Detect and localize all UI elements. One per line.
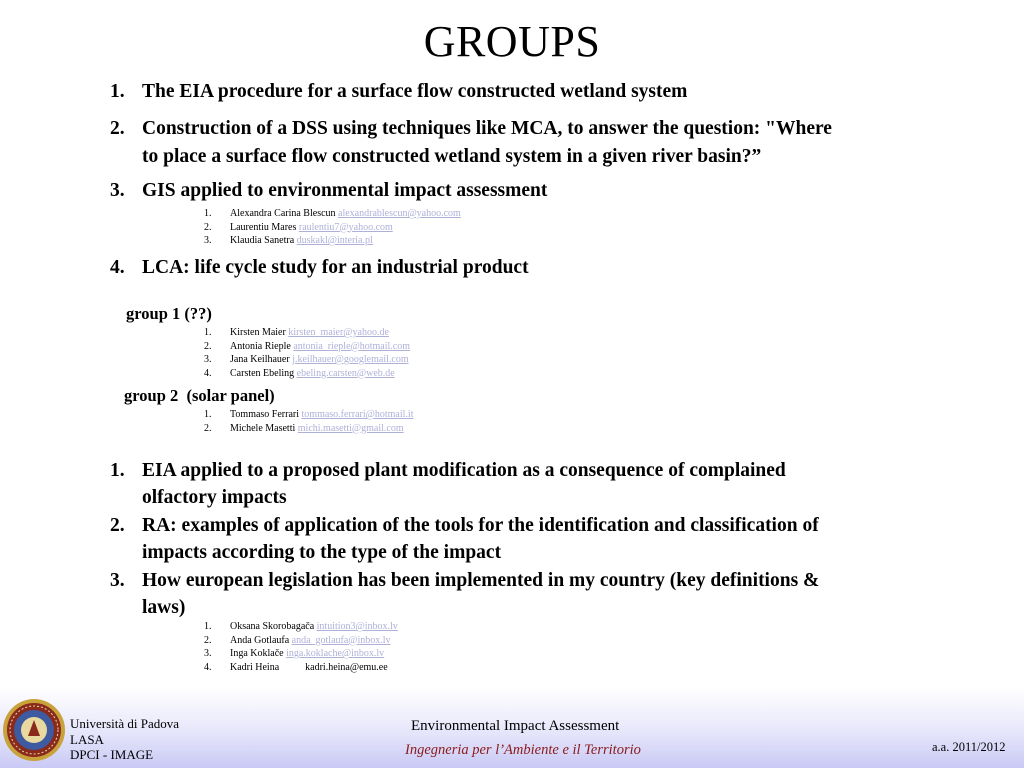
item-number: 3.: [204, 648, 212, 659]
topic-text: LCA: life cycle study for an industrial product: [142, 257, 529, 278]
member-email-link[interactable]: ebeling.carsten@web.de: [296, 367, 395, 379]
item-number: 4.: [204, 661, 212, 673]
topic-text-line2: impacts according to the type of the impact: [142, 542, 502, 563]
member-email-link[interactable]: inga.koklache@inbox.lv: [286, 648, 385, 659]
list-item: [204, 661, 604, 674]
member-email-link[interactable]: intuition3@inbox.lv: [316, 621, 398, 632]
member-email-link[interactable]: duskakl@interia.pl: [296, 235, 373, 246]
list-item: [204, 207, 604, 220]
member-email-link[interactable]: kirsten_maier@yahoo.de: [288, 327, 389, 338]
topic-item-1: [110, 78, 990, 106]
item-number: 2.: [204, 422, 212, 434]
item-number: 2.: [204, 221, 212, 233]
topic-text-line1: RA: examples of application of the tools for the identification and classification of: [142, 515, 819, 536]
list-item: [204, 326, 604, 339]
member-name: Anda Gotlaufa: [230, 634, 290, 646]
university-seal-icon: [2, 698, 66, 762]
member-email-link[interactable]: raulentiu7@yahoo.com: [298, 221, 393, 233]
academic-year: a.a. 2011/2012: [932, 740, 1006, 754]
topic-b-item-3: [110, 567, 1000, 623]
member-name: Michele Masetti: [230, 422, 296, 434]
member-email-link[interactable]: tommaso.ferrari@hotmail.it: [301, 409, 414, 420]
topic-text-line2: to place a surface flow constructed wetland system in a given river basin?”: [142, 146, 762, 167]
member-name: Laurentiu Mares: [230, 221, 297, 233]
university-info: [70, 716, 179, 763]
department-name: DPCI - IMAGE: [70, 747, 154, 762]
item-number: 1.: [204, 208, 212, 219]
group-1-member-list: [204, 326, 604, 382]
topic-number: 1.: [110, 81, 125, 102]
item-number: 2.: [204, 340, 212, 352]
topic-item-3: [110, 177, 990, 205]
university-name: Università di Padova: [70, 716, 180, 731]
topic-text: GIS applied to environmental impact assessment: [142, 180, 548, 201]
topic-text-line1: Construction of a DSS using techniques like MCA, to answer the question: "Where: [142, 118, 832, 139]
list-item: [204, 408, 604, 421]
list-item: [204, 221, 604, 234]
topic-text-line2: olfactory impacts: [142, 487, 287, 508]
member-name: Carsten Ebeling: [230, 367, 295, 379]
member-name: Oksana Skorobagača: [230, 621, 315, 632]
item-number: 3.: [204, 235, 212, 246]
b-member-list: [204, 620, 604, 676]
list-item: [204, 647, 604, 660]
member-email-link[interactable]: alexandrablescun@yahoo.com: [338, 208, 461, 219]
list-item: [204, 340, 604, 353]
topic-item-2: [110, 115, 990, 171]
degree-title: Ingegneria per l’Ambiente e il Territorio: [405, 742, 641, 758]
member-name: Tommaso Ferrari: [230, 409, 300, 420]
topic-b-item-2: [110, 512, 1000, 568]
member-name: Jana Keilhauer: [230, 354, 290, 365]
item-number: 2.: [204, 634, 212, 646]
group-2-member-list: [204, 408, 604, 436]
member-name: Klaudia Sanetra: [230, 235, 295, 246]
member-name: Alexandra Carina Blescun: [230, 208, 336, 219]
topic-number: 2.: [110, 515, 125, 536]
topic-item-4: [110, 254, 990, 282]
member-email-link[interactable]: antonia_rieple@hotmail.com: [293, 340, 411, 352]
list-item: [204, 422, 604, 435]
group-2-heading: group 2 (solar panel): [124, 386, 275, 405]
list-item: [204, 234, 604, 247]
list-item: [204, 367, 604, 380]
member-email-link[interactable]: j.keilhauer@googlemail.com: [292, 354, 409, 365]
list-item: [204, 353, 604, 366]
item-number: 1.: [204, 327, 212, 338]
member-email-text: kadri.heina@emu.ee: [305, 661, 388, 673]
item-number: 1.: [204, 409, 212, 420]
topic-text-line1: How european legislation has been implemented in my country (key definitions &: [142, 570, 820, 591]
member-name: Antonia Rieple: [230, 340, 291, 352]
page-title: GROUPS: [423, 17, 601, 66]
member-name: Inga Koklače: [230, 648, 284, 659]
topic-number: 3.: [110, 180, 125, 201]
item-number: 4.: [204, 367, 212, 379]
item-number: 1.: [204, 621, 212, 632]
member-list: [204, 207, 604, 249]
topic-number: 4.: [110, 257, 125, 278]
list-item: [204, 634, 604, 647]
topic-b-item-1: [110, 457, 1000, 513]
topic-text-line1: EIA applied to a proposed plant modification as a consequence of complained: [142, 460, 786, 481]
lab-name: LASA: [70, 731, 104, 747]
topic-number: 1.: [110, 460, 125, 481]
member-name: Kirsten Maier: [230, 327, 286, 338]
member-name: Kadri Heina: [230, 661, 280, 673]
topic-text-line2: laws): [142, 597, 186, 618]
item-number: 3.: [204, 354, 212, 365]
topic-number: 3.: [110, 570, 125, 591]
course-title: Environmental Impact Assessment: [411, 718, 620, 734]
group-1-heading: group 1 (??): [126, 304, 212, 323]
topic-number: 2.: [110, 118, 125, 139]
member-email-link[interactable]: michi.masetti@gmail.com: [297, 422, 404, 434]
topic-text: The EIA procedure for a surface flow constructed wetland system: [142, 81, 688, 102]
list-item: [204, 620, 604, 633]
member-email-link[interactable]: anda_gotlaufa@inbox.lv: [291, 634, 391, 646]
